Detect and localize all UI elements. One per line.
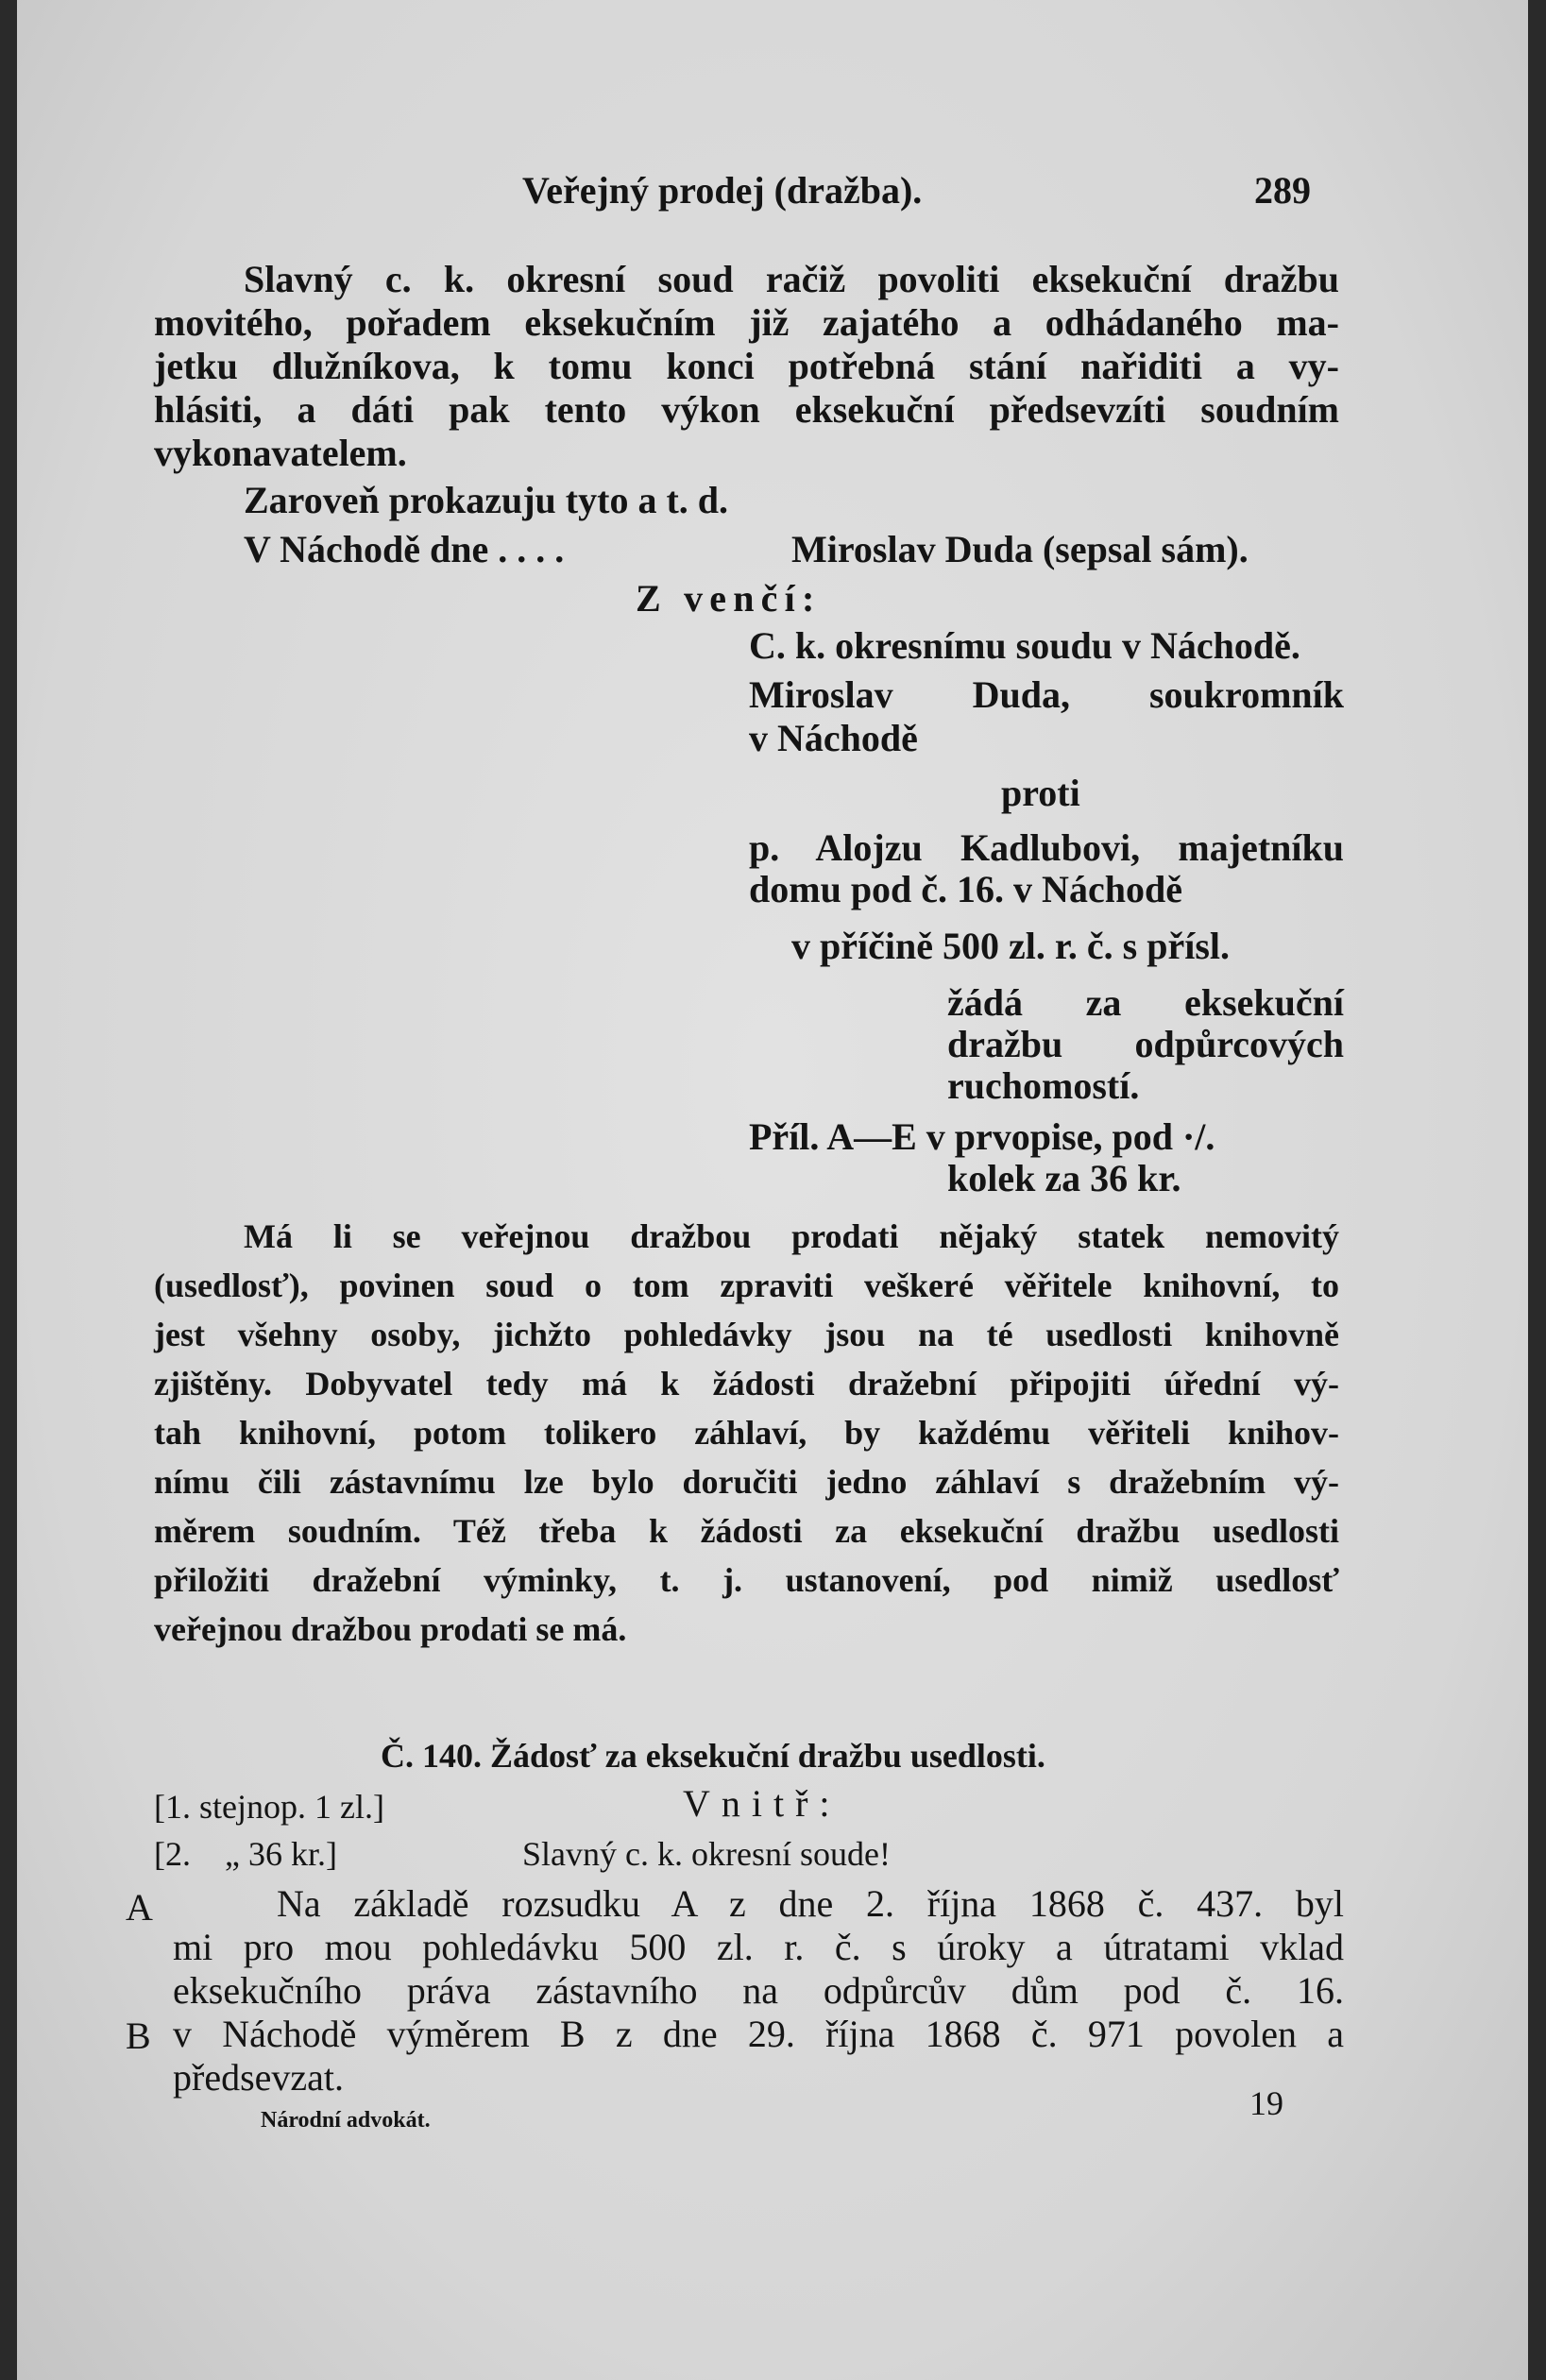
petition-line: jetku dlužníkova, k tomu konci potřebná stání nařiditi a vy- <box>154 345 1339 387</box>
form-heading: Č. 140. Žádosť za eksekuční dražbu usedlosti. <box>381 1737 1045 1775</box>
form-line: mi pro mou pohledávku 500 zl. r. č. s úroky a útratami vklad <box>173 1926 1344 1968</box>
book-page <box>17 0 1528 2380</box>
margin-note-a: A <box>126 1886 153 1929</box>
explanation-line: měrem soudním. Též třeba k žádosti za eksekuční dražbu usedlosti <box>154 1512 1339 1550</box>
signature: Miroslav Duda (sepsal sám). <box>791 528 1249 570</box>
form-line: eksekučního práva zástavního na odpůrcův dům pod č. 16. <box>173 1969 1344 2012</box>
page-number: 289 <box>1254 169 1311 212</box>
attachments-line: kolek za 36 kr. <box>947 1157 1181 1199</box>
cause-line: v příčině 500 zl. r. č. s přísl. <box>791 925 1231 967</box>
explanation-line: zjištěny. Dobyvatel tedy má k žádosti dražební připojiti úřední vý- <box>154 1365 1339 1402</box>
request-line: žádá za eksekuční <box>947 981 1344 1024</box>
margin-note-b: B <box>126 2014 151 2057</box>
signature-mark: 19 <box>1249 2084 1283 2122</box>
explanation-line: tah knihovní, potom tolikero záhlaví, by každému věřiteli knihov- <box>154 1414 1339 1452</box>
explanation-line: veřejnou dražbou prodati se má. <box>154 1610 627 1648</box>
stamp-amount: [2. „ 36 kr.] <box>154 1835 337 1873</box>
explanation-line: jest všehny osoby, jichžto pohledávky jsou na té usedlosti knihovně <box>154 1316 1339 1353</box>
form-line: předsevzat. <box>173 2056 345 2099</box>
outside-heading: Z venčí: <box>636 577 822 620</box>
salutation: Slavný c. k. okresní soude! <box>522 1835 891 1873</box>
explanation-line: přiložiti dražební výminky, t. j. ustanovení, pod nimiž usedlosť <box>154 1561 1339 1599</box>
form-line: Na základě rozsudku A z dne 2. října 1868 č. 437. byl <box>277 1882 1344 1925</box>
against-label: proti <box>1001 772 1080 814</box>
attachments-line: Příl. A—E v prvopise, pod ·/. <box>749 1115 1215 1158</box>
place-date: V Náchodě dne . . . . <box>244 528 565 570</box>
form-line: v Náchodě výměrem B z dne 29. října 1868 č. 971 povolen a <box>173 2013 1344 2055</box>
proof-line: Zaroveň prokazuju tyto a t. d. <box>244 479 729 521</box>
petition-line: vykonavatelem. <box>154 432 407 474</box>
request-line: dražbu odpůrcových <box>947 1023 1344 1065</box>
petition-line: Slavný c. k. okresní soud račiž povoliti eksekuční dražbu <box>244 258 1339 300</box>
inside-heading: Vnitř: <box>683 1782 841 1825</box>
defendant-line: p. Alojzu Kadlubovi, majetníku <box>749 826 1344 869</box>
explanation-line: (usedlosť), povinen soud o tom zpraviti veškeré věřitele knihovní, to <box>154 1266 1339 1304</box>
explanation-line: nímu čili zástavnímu lze bylo doručiti jedno záhlaví s dražebním vý- <box>154 1463 1339 1501</box>
applicant-name: Miroslav Duda, soukromník <box>749 673 1344 716</box>
stamp-copies: [1. stejnop. 1 zl.] <box>154 1788 384 1826</box>
petition-line: hlásiti, a dáti pak tento výkon eksekuční předsevzíti soudním <box>154 388 1339 431</box>
court-address: C. k. okresnímu soudu v Náchodě. <box>749 624 1300 667</box>
request-line: ruchomostí. <box>947 1064 1140 1107</box>
publication-name: Národní advokát. <box>261 2108 431 2133</box>
running-title: Veřejný prodej (dražba). <box>522 169 923 212</box>
applicant-place: v Náchodě <box>749 717 918 759</box>
defendant-line: domu pod č. 16. v Náchodě <box>749 868 1182 910</box>
explanation-line: Má li se veřejnou dražbou prodati nějaký statek nemovitý <box>244 1217 1339 1255</box>
petition-line: movitého, pořadem eksekučním již zajatého a odhádaného ma- <box>154 301 1339 344</box>
